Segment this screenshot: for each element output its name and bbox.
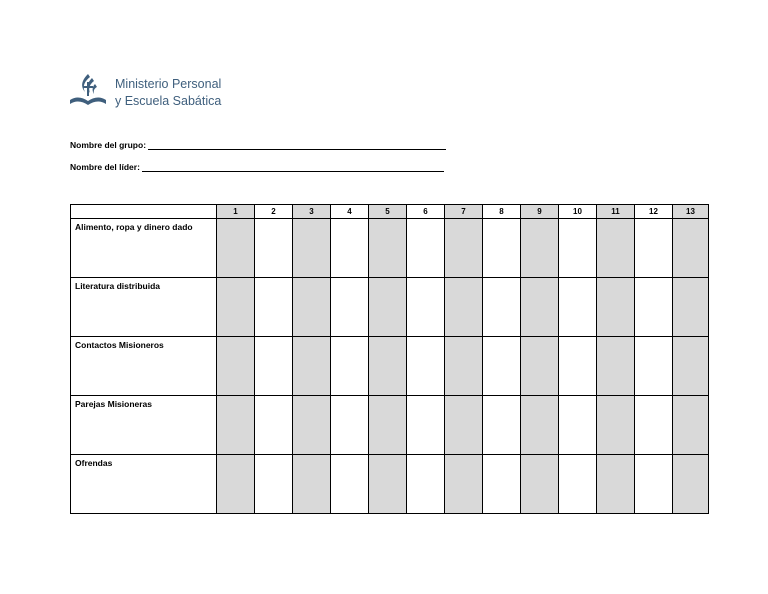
column-header: 2 bbox=[255, 205, 293, 219]
column-header: 13 bbox=[673, 205, 709, 219]
entry-cell[interactable] bbox=[521, 455, 559, 514]
entry-cell[interactable] bbox=[597, 278, 635, 337]
entry-cell[interactable] bbox=[445, 455, 483, 514]
entry-cell[interactable] bbox=[369, 455, 407, 514]
entry-cell[interactable] bbox=[597, 396, 635, 455]
entry-cell[interactable] bbox=[407, 278, 445, 337]
activity-grid bbox=[70, 204, 709, 514]
entry-cell[interactable] bbox=[635, 396, 673, 455]
table-row bbox=[71, 396, 709, 455]
entry-cell[interactable] bbox=[635, 278, 673, 337]
entry-cell[interactable] bbox=[369, 219, 407, 278]
entry-cell[interactable] bbox=[597, 219, 635, 278]
entry-cell[interactable] bbox=[559, 337, 597, 396]
leader-name-line[interactable] bbox=[142, 162, 444, 172]
entry-cell[interactable] bbox=[483, 455, 521, 514]
column-header: 6 bbox=[407, 205, 445, 219]
entry-cell[interactable] bbox=[635, 337, 673, 396]
entry-cell[interactable] bbox=[369, 396, 407, 455]
row-label: Contactos Misioneros bbox=[71, 337, 217, 396]
entry-cell[interactable] bbox=[217, 396, 255, 455]
entry-cell[interactable] bbox=[673, 337, 709, 396]
entry-cell[interactable] bbox=[369, 278, 407, 337]
entry-cell[interactable] bbox=[521, 337, 559, 396]
entry-cell[interactable] bbox=[673, 219, 709, 278]
group-name-label: Nombre del grupo: bbox=[70, 140, 147, 150]
entry-cell[interactable] bbox=[255, 455, 293, 514]
logo bbox=[68, 70, 221, 110]
entry-cell[interactable] bbox=[483, 278, 521, 337]
entry-cell[interactable] bbox=[673, 278, 709, 337]
entry-cell[interactable] bbox=[559, 396, 597, 455]
entry-cell[interactable] bbox=[331, 455, 369, 514]
column-header: 11 bbox=[597, 205, 635, 219]
row-label: Literatura distribuida bbox=[71, 278, 217, 337]
entry-cell[interactable] bbox=[331, 219, 369, 278]
entry-cell[interactable] bbox=[369, 337, 407, 396]
table-row bbox=[71, 337, 709, 396]
adventist-flame-bible-icon bbox=[68, 70, 108, 110]
logo-line-2: y Escuela Sabática bbox=[115, 94, 222, 108]
entry-cell[interactable] bbox=[559, 455, 597, 514]
header-row bbox=[71, 205, 709, 219]
entry-cell[interactable] bbox=[635, 455, 673, 514]
entry-cell[interactable] bbox=[293, 219, 331, 278]
table-row bbox=[71, 219, 709, 278]
table-row bbox=[71, 278, 709, 337]
entry-cell[interactable] bbox=[407, 219, 445, 278]
row-label: Parejas Misioneras bbox=[71, 396, 217, 455]
entry-cell[interactable] bbox=[217, 337, 255, 396]
entry-cell[interactable] bbox=[445, 219, 483, 278]
entry-cell[interactable] bbox=[673, 396, 709, 455]
entry-cell[interactable] bbox=[407, 337, 445, 396]
entry-cell[interactable] bbox=[445, 396, 483, 455]
entry-cell[interactable] bbox=[483, 337, 521, 396]
entry-cell[interactable] bbox=[217, 219, 255, 278]
entry-cell[interactable] bbox=[483, 219, 521, 278]
entry-cell[interactable] bbox=[407, 396, 445, 455]
entry-cell[interactable] bbox=[635, 219, 673, 278]
entry-cell[interactable] bbox=[293, 278, 331, 337]
entry-cell[interactable] bbox=[559, 219, 597, 278]
column-header: 1 bbox=[217, 205, 255, 219]
entry-cell[interactable] bbox=[445, 337, 483, 396]
entry-cell[interactable] bbox=[255, 219, 293, 278]
logo-line-1: Ministerio Personal bbox=[115, 77, 222, 91]
group-name-field bbox=[70, 140, 446, 150]
column-header: 12 bbox=[635, 205, 673, 219]
column-header: 4 bbox=[331, 205, 369, 219]
entry-cell[interactable] bbox=[331, 337, 369, 396]
entry-cell[interactable] bbox=[673, 455, 709, 514]
row-label: Ofrendas bbox=[71, 455, 217, 514]
entry-cell[interactable] bbox=[293, 337, 331, 396]
entry-cell[interactable] bbox=[521, 278, 559, 337]
entry-cell[interactable] bbox=[597, 337, 635, 396]
corner-cell bbox=[71, 205, 217, 219]
column-header: 9 bbox=[521, 205, 559, 219]
entry-cell[interactable] bbox=[255, 278, 293, 337]
entry-cell[interactable] bbox=[331, 278, 369, 337]
entry-cell[interactable] bbox=[521, 396, 559, 455]
column-header: 3 bbox=[293, 205, 331, 219]
entry-cell[interactable] bbox=[407, 455, 445, 514]
leader-name-field bbox=[70, 162, 444, 172]
column-header: 8 bbox=[483, 205, 521, 219]
table-row bbox=[71, 455, 709, 514]
row-label: Alimento, ropa y dinero dado bbox=[71, 219, 217, 278]
entry-cell[interactable] bbox=[559, 278, 597, 337]
column-header: 5 bbox=[369, 205, 407, 219]
group-name-line[interactable] bbox=[148, 140, 446, 150]
entry-cell[interactable] bbox=[445, 278, 483, 337]
entry-cell[interactable] bbox=[293, 396, 331, 455]
entry-cell[interactable] bbox=[597, 455, 635, 514]
entry-cell[interactable] bbox=[255, 396, 293, 455]
column-header: 10 bbox=[559, 205, 597, 219]
entry-cell[interactable] bbox=[483, 396, 521, 455]
entry-cell[interactable] bbox=[293, 455, 331, 514]
leader-name-label: Nombre del líder: bbox=[70, 162, 140, 172]
column-header: 7 bbox=[445, 205, 483, 219]
entry-cell[interactable] bbox=[217, 278, 255, 337]
entry-cell[interactable] bbox=[521, 219, 559, 278]
entry-cell[interactable] bbox=[217, 455, 255, 514]
entry-cell[interactable] bbox=[255, 337, 293, 396]
entry-cell[interactable] bbox=[331, 396, 369, 455]
